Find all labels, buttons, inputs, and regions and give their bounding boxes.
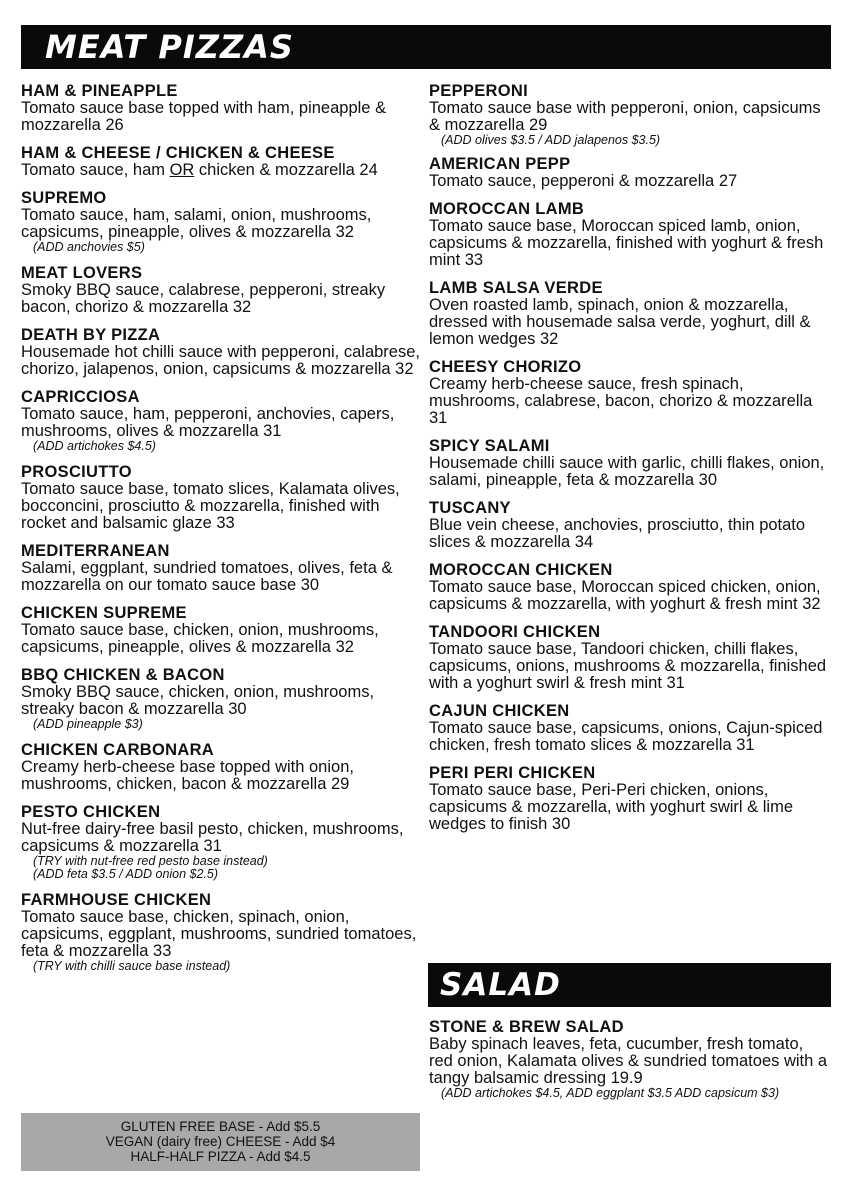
menu-item: [429, 1018, 831, 1100]
salad-banner: [428, 963, 831, 1007]
menu-item-description: Oven roasted lamb, spinach, onion & mozzarella, dressed with housemade salsa verde, yoghurt, dill & lemon wedges 32: [429, 296, 811, 348]
menu-item-name: FARMHOUSE CHICKEN: [21, 891, 212, 909]
menu-item: [429, 764, 831, 833]
extras-line: HALF-HALF PIZZA - Add $4.5: [130, 1149, 311, 1164]
menu-item-name: TUSCANY: [429, 499, 511, 517]
menu-item: [21, 326, 423, 378]
menu-item: [21, 741, 423, 793]
menu-item-name: STONE & BREW SALAD: [429, 1018, 624, 1036]
menu-item-name: HAM & CHEESE / CHICKEN & CHEESE: [21, 144, 335, 162]
menu-item-description: Tomato sauce base, capsicums, onions, Cajun-spiced chicken, fresh tomato slices & mozzarella 31: [429, 719, 823, 754]
menu-item: [429, 155, 831, 190]
menu-item-name: CHEESY CHORIZO: [429, 358, 582, 376]
menu-item-description: [21, 162, 423, 179]
menu-item: [429, 200, 831, 269]
menu-item-name: MEDITERRANEAN: [21, 542, 170, 560]
menu-item-name: SPICY SALAMI: [429, 437, 550, 455]
description-text: Tomato sauce, ham: [21, 161, 170, 179]
menu-item: [21, 82, 423, 134]
menu-item-description: Creamy herb-cheese sauce, fresh spinach, mushrooms, calabrese, bacon, chorizo & mozzarella 31: [429, 375, 813, 427]
menu-item-name: CHICKEN SUPREME: [21, 604, 187, 622]
menu-item: [429, 279, 831, 348]
salad-heading: SALAD: [440, 967, 561, 1003]
menu-item-note: (ADD pineapple $3): [33, 717, 143, 731]
menu-item-name: MEAT LOVERS: [21, 264, 143, 282]
menu-item-name: AMERICAN PEPP: [429, 155, 571, 173]
menu-item-description: Nut-free dairy-free basil pesto, chicken, mushrooms, capsicums & mozzarella 31: [21, 820, 404, 855]
menu-item: [429, 358, 831, 427]
menu-item-description: Tomato sauce base, Moroccan spiced chicken, onion, capsicums & mozzarella, with yoghurt & fresh mint 32: [429, 578, 821, 613]
menu-item-description: Tomato sauce base, Tandoori chicken, chilli flakes, capsicums, onions, mushrooms & mozzarella, finished with a yoghurt swirl & fresh mint 31: [429, 640, 827, 692]
menu-item-name: BBQ CHICKEN & BACON: [21, 666, 225, 684]
menu-item-name: CAJUN CHICKEN: [429, 702, 570, 720]
menu-item-note: (ADD anchovies $5): [33, 240, 145, 254]
menu-item-description: Tomato sauce base with pepperoni, onion, capsicums & mozzarella 29: [429, 99, 821, 134]
menu-item-name: PESTO CHICKEN: [21, 803, 161, 821]
menu-item: [429, 82, 831, 147]
extras-box: [21, 1113, 420, 1171]
menu-item-description: Tomato sauce, pepperoni & mozzarella 27: [429, 172, 738, 190]
menu-item: [21, 264, 423, 316]
menu-item: [21, 604, 423, 656]
menu-item-description: Tomato sauce base, Moroccan spiced lamb, onion, capsicums & mozzarella, finished with yoghurt & fresh mint 33: [429, 217, 824, 269]
menu-item-description: Tomato sauce base, tomato slices, Kalamata olives, bocconcini, prosciutto & mozzarella, finished with rocket and balsamic glaze 33: [21, 480, 400, 532]
menu-item: [429, 437, 831, 489]
menu-item-note: (ADD olives $3.5 / ADD jalapenos $3.5): [441, 133, 661, 147]
menu-item: [429, 561, 831, 613]
meat-pizzas-heading: MEAT PIZZAS: [45, 28, 294, 66]
menu-item-description: Tomato sauce base topped with ham, pineapple & mozzarella 26: [21, 99, 387, 134]
menu-item: [21, 891, 423, 973]
menu-item-description: Smoky BBQ sauce, calabrese, pepperoni, streaky bacon, chorizo & mozzarella 32: [21, 281, 386, 316]
left-menu-column: [21, 82, 423, 973]
menu-item-name: CAPRICCIOSA: [21, 388, 140, 406]
menu-item-name: CHICKEN CARBONARA: [21, 741, 215, 759]
menu-item-description: Tomato sauce base, chicken, spinach, onion, capsicums, eggplant, mushrooms, sundried tomatoes, feta & mozzarella 33: [21, 908, 417, 960]
menu-item-description: Creamy herb-cheese base topped with onion, mushrooms, chicken, bacon & mozzarella 29: [21, 758, 354, 793]
menu-item: [21, 666, 423, 731]
menu-item-description: Tomato sauce base, chicken, onion, mushrooms, capsicums, pineapple, olives & mozzarella 32: [21, 621, 379, 656]
menu-item-name: DEATH BY PIZZA: [21, 326, 161, 344]
salad-menu-column: [429, 1018, 831, 1100]
menu-item-name: PEPPERONI: [429, 82, 528, 100]
menu-item-note: (TRY with chilli sauce base instead): [33, 959, 231, 973]
menu-item: [429, 499, 831, 551]
description-text: chicken & mozzarella 24: [194, 161, 378, 179]
menu-item: [21, 189, 423, 254]
menu-item: [429, 702, 831, 754]
menu-item-description: Housemade chilli sauce with garlic, chilli flakes, onion, salami, pineapple, feta & mozzarella 30: [429, 454, 825, 489]
menu-item: [429, 623, 831, 692]
menu-item: [21, 388, 423, 453]
menu-item-description: Salami, eggplant, sundried tomatoes, olives, feta & mozzarella on our tomato sauce base 30: [21, 559, 393, 594]
menu-item-name: SUPREMO: [21, 189, 107, 207]
menu-item-name: TANDOORI CHICKEN: [429, 623, 601, 641]
extras-line: VEGAN (dairy free) CHEESE - Add $4: [105, 1134, 336, 1149]
menu-item-name: HAM & PINEAPPLE: [21, 82, 178, 100]
menu-item-description: Blue vein cheese, anchovies, prosciutto, thin potato slices & mozzarella 34: [429, 516, 806, 551]
menu-item-description: Tomato sauce, ham, salami, onion, mushrooms, capsicums, pineapple, olives & mozzarella 32: [21, 206, 372, 241]
menu-item-name: LAMB SALSA VERDE: [429, 279, 603, 297]
menu-item-description: Baby spinach leaves, feta, cucumber, fresh tomato, red onion, Kalamata olives & sundried tomatoes with a tangy balsamic dressing 19.9: [429, 1035, 828, 1087]
menu-item: [21, 144, 423, 179]
menu-item-description: Tomato sauce base, Peri-Peri chicken, onions, capsicums & mozzarella, with yoghurt swirl & lime wedges to finish 30: [429, 781, 794, 833]
menu-item-note: (ADD artichokes $4.5): [33, 439, 156, 453]
right-menu-column: [429, 82, 831, 833]
menu-item-description: Smoky BBQ sauce, chicken, onion, mushrooms, streaky bacon & mozzarella 30: [21, 683, 375, 718]
menu-item-name: MOROCCAN LAMB: [429, 200, 585, 218]
menu-item-note: (ADD feta $3.5 / ADD onion $2.5): [33, 867, 219, 881]
extras-line: GLUTEN FREE BASE - Add $5.5: [120, 1119, 321, 1134]
meat-pizzas-banner: [21, 25, 831, 69]
menu-item-name: MOROCCAN CHICKEN: [429, 561, 613, 579]
underlined-word: OR: [169, 161, 195, 179]
menu-item: [21, 803, 423, 881]
menu-item-note: (TRY with nut-free red pesto base instead): [33, 854, 268, 868]
menu-item: [21, 463, 423, 532]
menu-item-description: Housemade hot chilli sauce with pepperoni, calabrese, chorizo, jalapenos, onion, capsicums & mozzarella 32: [21, 343, 420, 378]
menu-item: [21, 542, 423, 594]
menu-item-note: (ADD artichokes $4.5, ADD eggplant $3.5 ADD capsicum $3): [441, 1086, 780, 1100]
menu-item-name: PERI PERI CHICKEN: [429, 764, 596, 782]
menu-item-description: Tomato sauce, ham, pepperoni, anchovies, capers, mushrooms, olives & mozzarella 31: [21, 405, 395, 440]
menu-item-name: PROSCIUTTO: [21, 463, 132, 481]
